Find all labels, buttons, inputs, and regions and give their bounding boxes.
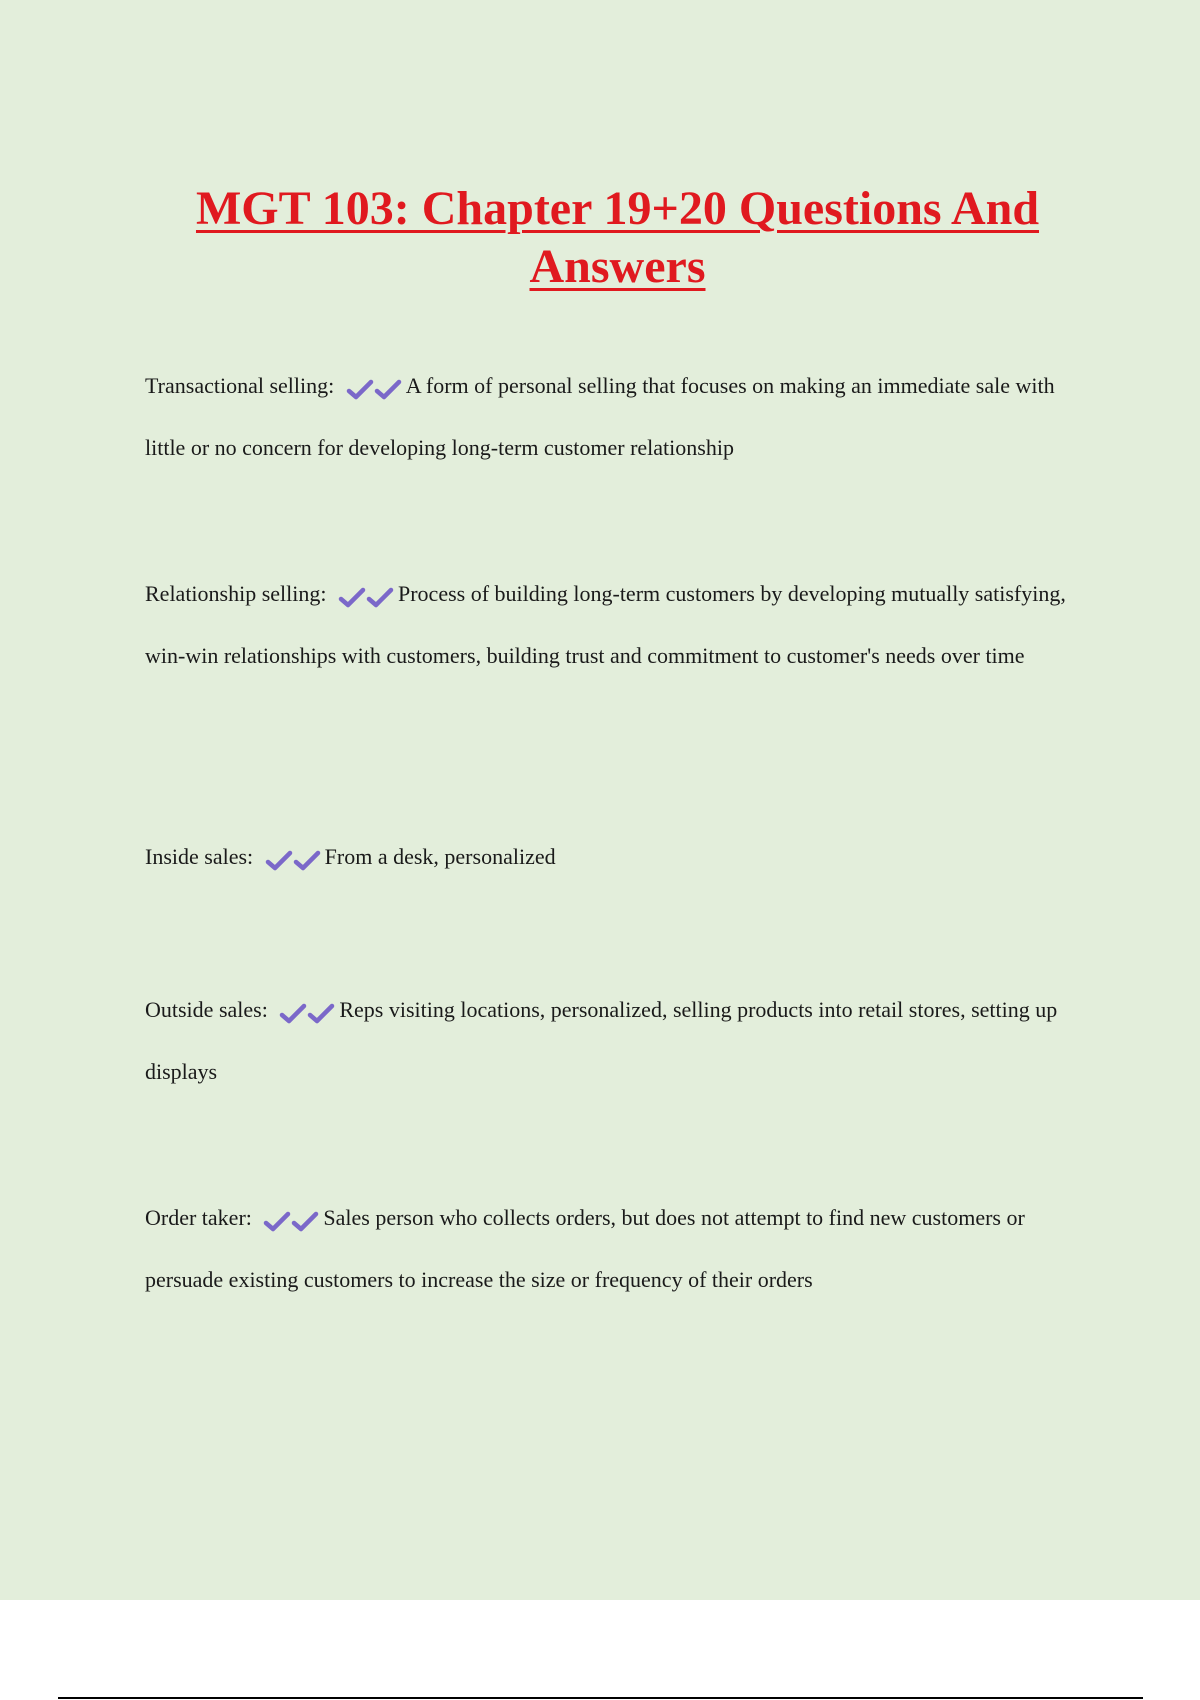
- qa-item: [145, 980, 1090, 1102]
- checkmark-icon: [346, 379, 374, 401]
- checkmark-icon: [374, 379, 402, 401]
- checkmark-icon: [293, 850, 321, 872]
- qa-item: [145, 564, 1090, 686]
- checkmark-icon: [366, 587, 394, 609]
- checkmark-icon: [279, 1003, 307, 1025]
- qa-answer: Sales person who collects orders, but does not attempt to find new customers or persuade existing customers to increase the size or frequency of their orders: [145, 1205, 1025, 1292]
- qa-answer: Process of building long-term customers by developing mutually satisfying, win-win relationships with customers, building trust and commitment to customer's needs over time: [145, 581, 1066, 668]
- qa-term: Inside sales:: [145, 844, 254, 869]
- qa-answer: From a desk, personalized: [324, 844, 556, 869]
- qa-term: Order taker:: [145, 1205, 252, 1230]
- qa-answer: Reps visiting locations, personalized, selling products into retail stores, setting up displays: [145, 997, 1058, 1084]
- check-marks: [279, 982, 335, 1042]
- checkmark-icon: [263, 1211, 291, 1233]
- qa-item: [145, 1188, 1090, 1310]
- qa-item: [145, 356, 1090, 478]
- page-divider: [58, 1697, 1143, 1699]
- checkmark-icon: [291, 1211, 319, 1233]
- check-marks: [346, 358, 402, 418]
- checkmark-icon: [307, 1003, 335, 1025]
- qa-item: [145, 827, 1090, 889]
- checkmark-icon: [265, 850, 293, 872]
- document-title: MGT 103: Chapter 19+20 Questions And Answers: [195, 182, 1040, 293]
- qa-term: Transactional selling:: [145, 373, 335, 398]
- qa-answer: A form of personal selling that focuses on making an immediate sale with little or no concern for developing long-term customer relationship: [145, 373, 1055, 460]
- qa-term: Outside sales:: [145, 997, 268, 1022]
- checkmark-icon: [338, 587, 366, 609]
- check-marks: [265, 829, 321, 889]
- check-marks: [263, 1190, 319, 1250]
- check-marks: [338, 566, 394, 626]
- qa-term: Relationship selling:: [145, 581, 327, 606]
